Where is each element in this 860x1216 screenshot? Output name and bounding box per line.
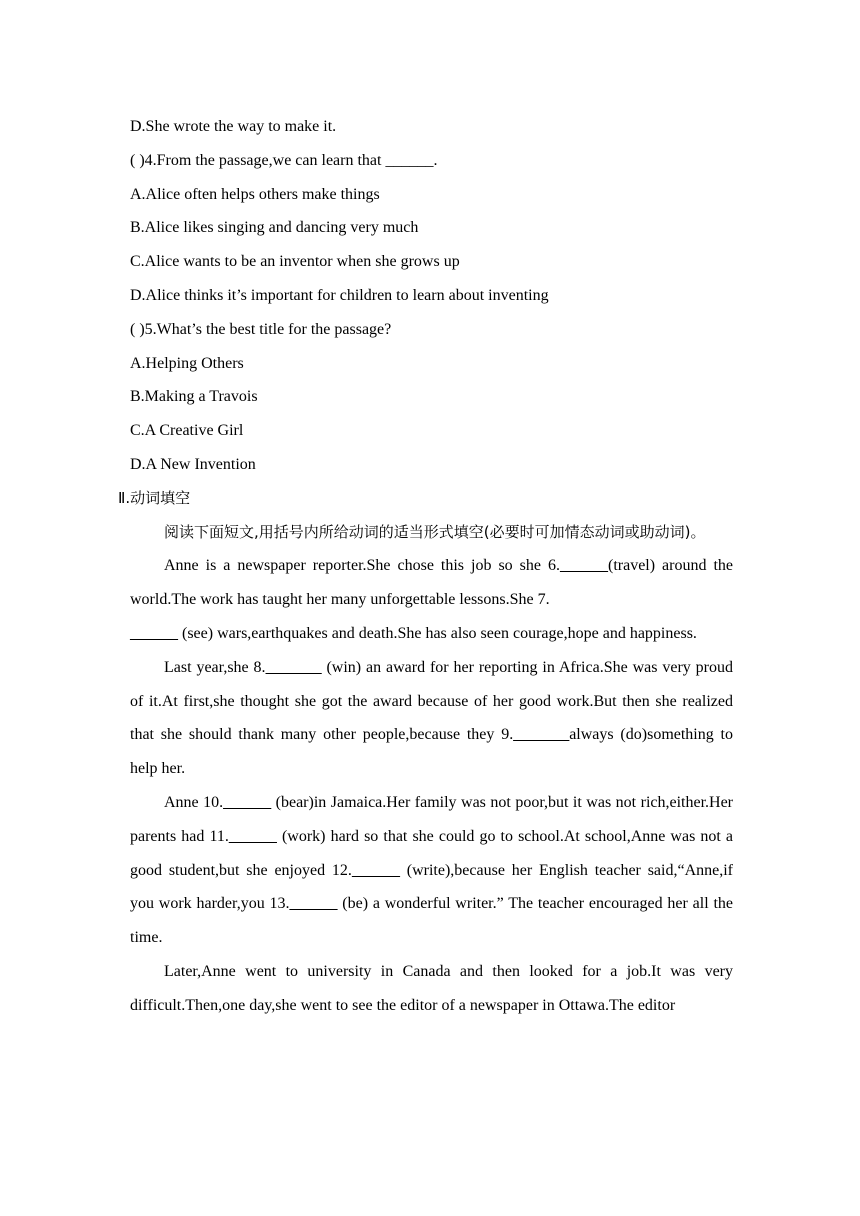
paragraph-3-text-1: Anne 10. [164,793,224,811]
blank-10: ______ [223,793,272,811]
blank-11: ______ [228,827,277,845]
section-heading: Ⅱ.动词填空 [118,488,191,507]
paragraph-3 [130,786,733,955]
option-5b: B.Making a Travois [130,388,258,406]
option-5c: C.A Creative Girl [130,422,244,440]
paragraph-3-text-3: (work) hard so that she could go to school.At school,Anne was not a good student,but she enjoyed 12. [130,827,734,879]
question-5: ( )5.What’s the best title for the passage? [130,320,392,338]
instruction-paragraph: 阅读下面短文,用括号内所给动词的适当形式填空(必要时可加情态动词或助动词)。 [164,522,706,541]
option-5d: D.A New Invention [130,455,256,473]
option-4a: A.Alice often helps others make things [130,185,380,203]
option-4b: B.Alice likes singing and dancing very much [130,219,419,237]
option-5a: A.Helping Others [130,354,244,372]
paragraph-2-text-3: always (do)something to help her. [130,726,733,778]
option-4d: D.Alice thinks it’s important for children to learn about inventing [130,286,549,304]
option-3d: D.She wrote the way to make it. [130,118,337,135]
paragraph-1-text-1: Anne is a newspaper reporter.She chose this job so she 6. [164,557,560,575]
blank-9: _______ [513,726,570,744]
document-page [118,110,734,1023]
option-4c: C.Alice wants to be an inventor when she grows up [130,253,460,271]
paragraph-2-text-1: Last year,she 8. [164,658,266,676]
paragraph-3-text-2: (bear)in Jamaica.Her family was not poor,but it was not rich,either.Her parents had 11. [130,793,734,845]
blank-13: ______ [289,895,338,913]
paragraph-2 [130,651,733,786]
blank-12: ______ [351,861,400,879]
blank-7: ______ [130,624,178,642]
paragraph-1 [130,549,733,650]
paragraph-3-text-4: (write),because her English teacher said,“Anne,if you work harder,you 13. [130,861,734,913]
paragraph-2-text-2: (win) an award for her reporting in Africa.She was very proud of it.At first,she thought she got the award because of her good work.But then she realized that she should thank many other people,because they 9. [130,658,734,744]
paragraph-4: Later,Anne went to university in Canada and then looked for a job.It was very difficult.Then,one day,she went to see the editor of a newspaper in Ottawa.The editor [130,962,733,1014]
paragraph-1-text-2: (travel) around the world.The work has taught her many unforgettable lessons.She 7. [130,557,734,609]
blank-6: ______ [559,557,608,575]
question-4: ( )4.From the passage,we can learn that ______. [130,151,438,169]
blank-8: _______ [265,658,322,676]
paragraph-1-text-3: (see) wars,earthquakes and death.She has also seen courage,hope and happiness. [178,624,697,642]
paragraph-3-text-5: (be) a wonderful writer.” The teacher encouraged her all the time. [130,895,733,947]
